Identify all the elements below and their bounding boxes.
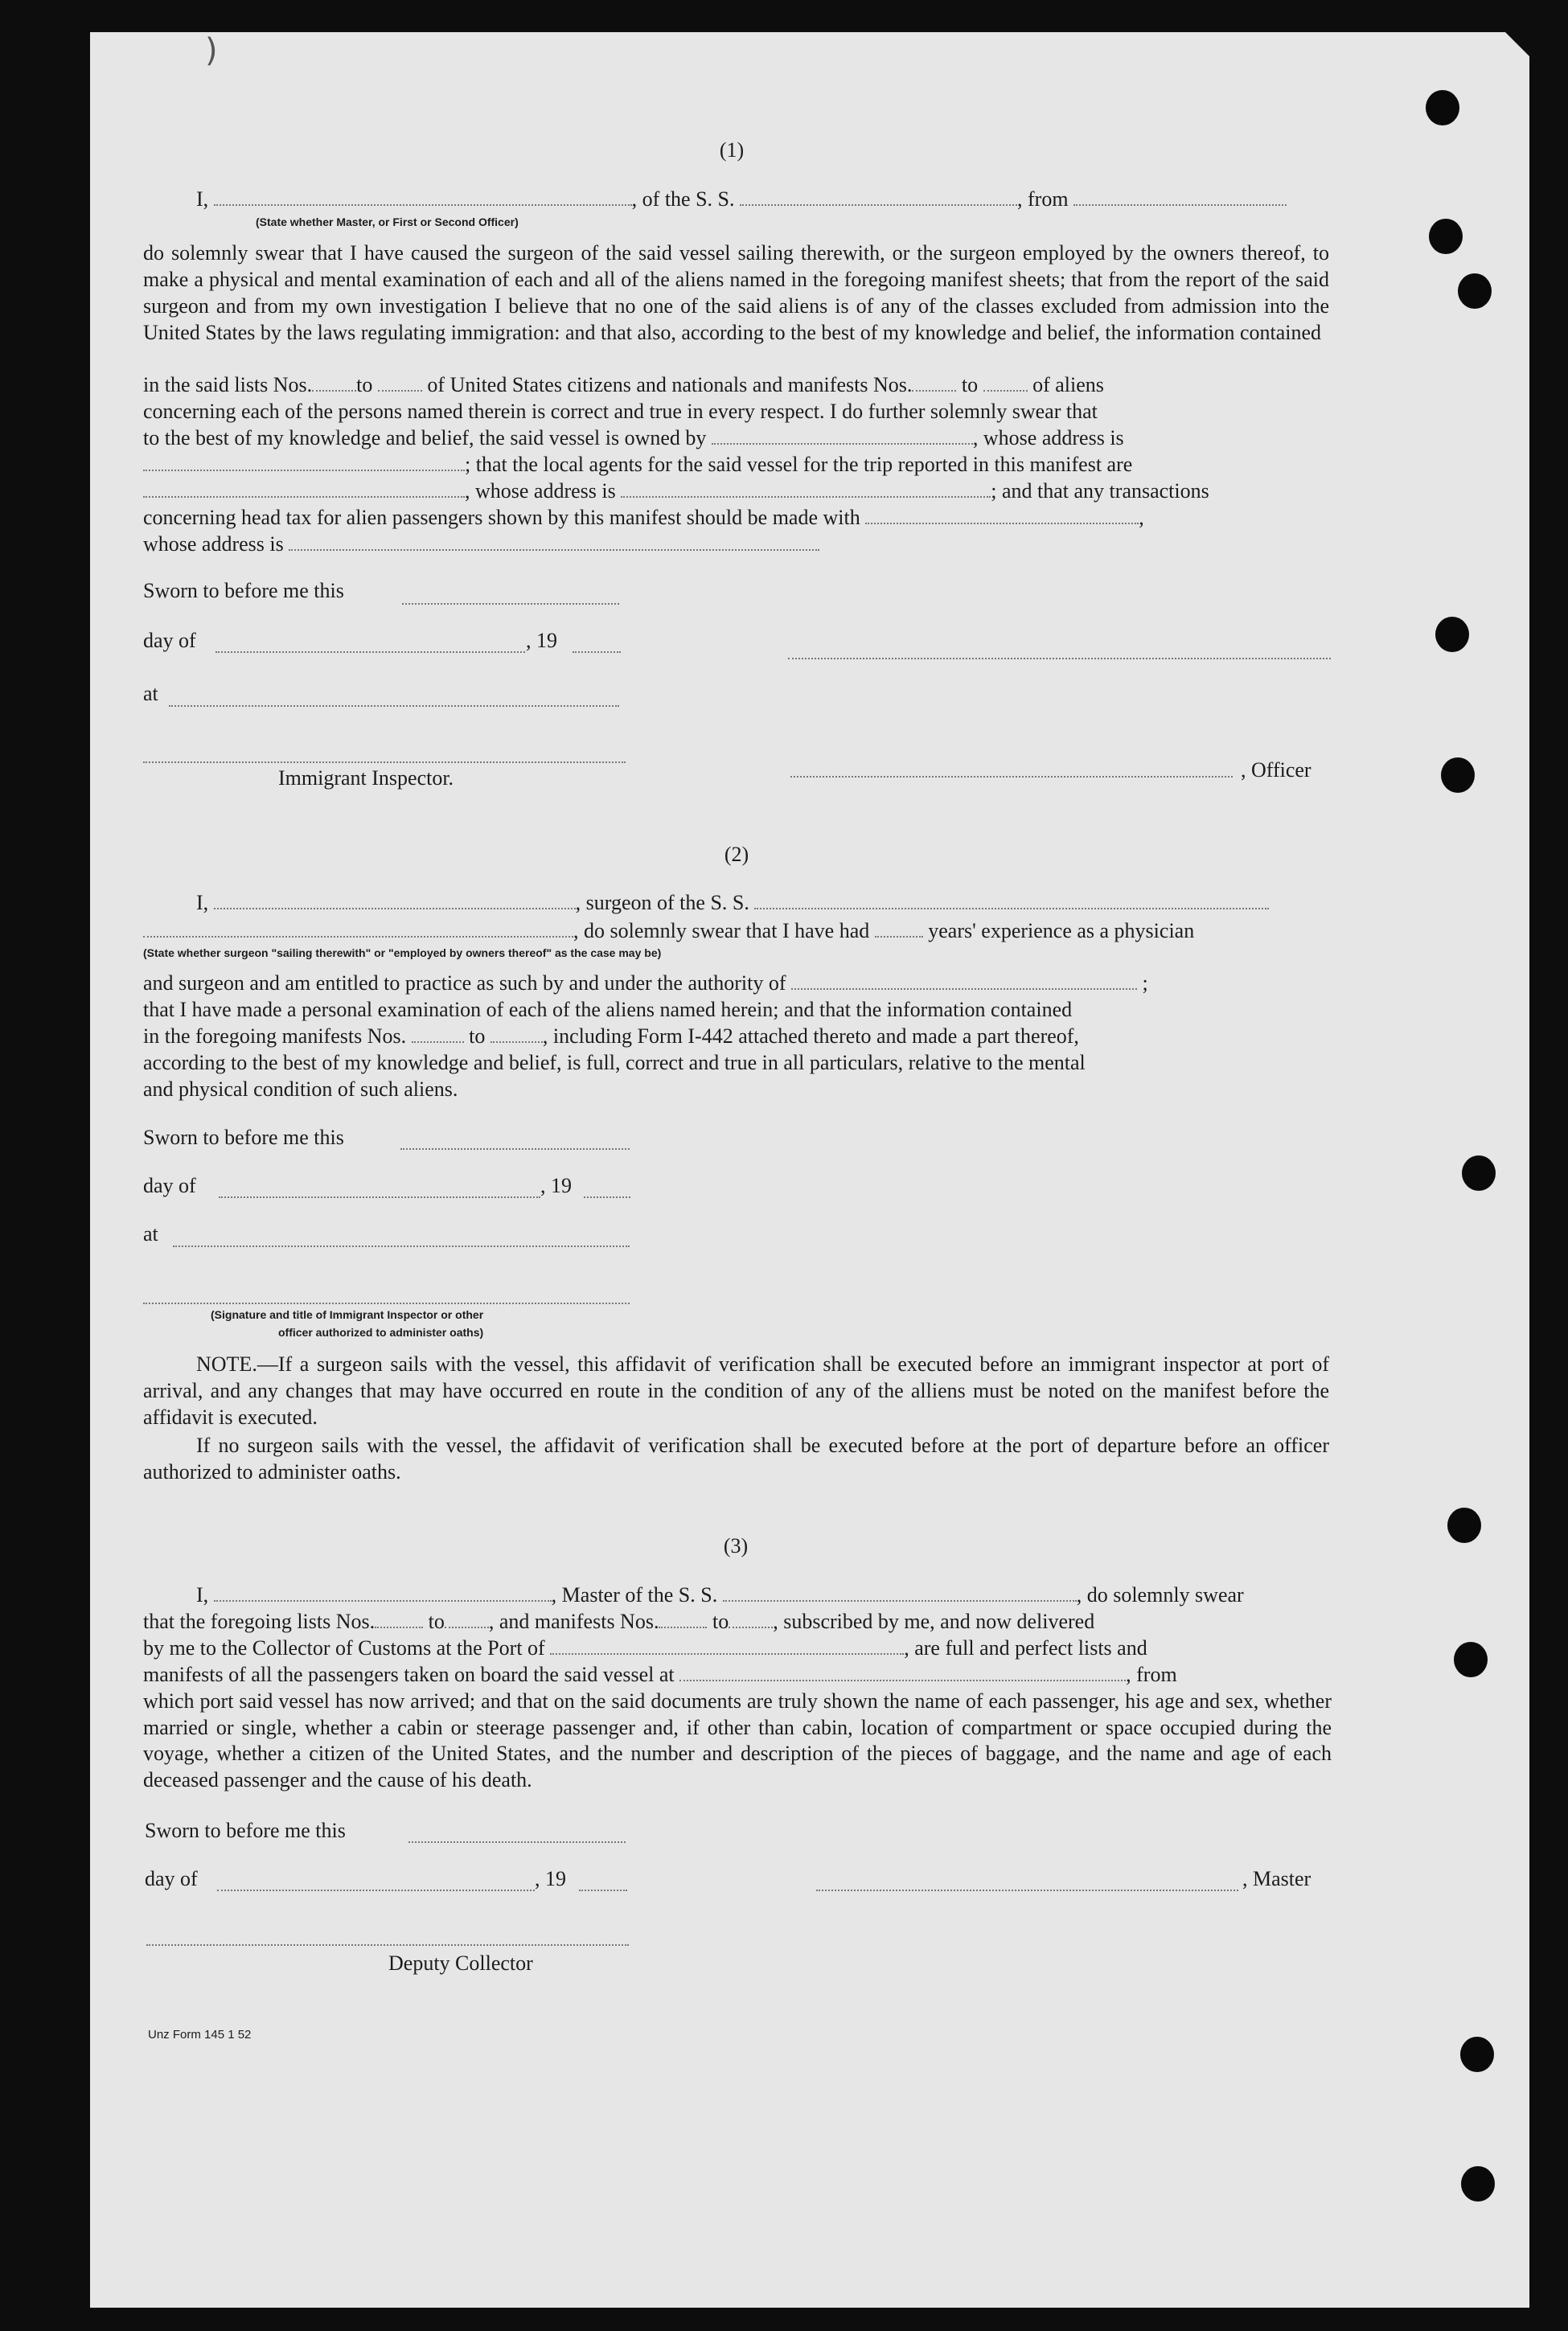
pen-mark: ) bbox=[205, 32, 218, 69]
collector-port-field[interactable] bbox=[550, 1635, 904, 1655]
authority-field[interactable] bbox=[791, 971, 1137, 990]
from-port-field[interactable] bbox=[1073, 187, 1287, 206]
section-2-line-1: I, , surgeon of the S. S. bbox=[196, 890, 1269, 916]
section-3-line-3: by me to the Collector of Customs at the Port of , are full and perfect lists and bbox=[143, 1636, 1147, 1660]
punch-hole bbox=[1461, 2166, 1495, 2202]
section-1-lists-line: in the said lists Nos. to of United States citizens and nationals and manifests Nos. to of aliens bbox=[143, 373, 1104, 396]
owner-field[interactable] bbox=[712, 425, 973, 445]
officer-rank-field[interactable] bbox=[214, 187, 632, 206]
owner-address-field[interactable] bbox=[143, 452, 465, 471]
surgeon-ship-field[interactable] bbox=[754, 890, 1269, 909]
section-2-sworn-field[interactable] bbox=[400, 1148, 630, 1150]
section-1-headtax-line: concerning head tax for alien passengers shown by this manifest should be made with , bbox=[143, 506, 1144, 529]
ship-name-field[interactable] bbox=[740, 187, 1017, 206]
section-1-officer-signature-line[interactable] bbox=[790, 776, 1233, 778]
punch-hole bbox=[1441, 757, 1475, 793]
section-3-line-4: manifests of all the passengers taken on board the said vessel at , from bbox=[143, 1663, 1177, 1686]
section-2-line-6: according to the best of my knowledge and belief, is full, correct and true in all particulars, relative to the mental bbox=[143, 1051, 1086, 1074]
master-ship-field[interactable] bbox=[723, 1582, 1077, 1602]
section-1-heading: (1) bbox=[719, 138, 745, 162]
section-1-inspector-label: Immigrant Inspector. bbox=[278, 766, 454, 790]
surgeon-name-field[interactable] bbox=[214, 890, 576, 909]
section-2-signature-note-2: officer authorized to administer oaths) bbox=[278, 1326, 484, 1339]
section-2-line-2: , do solemnly swear that I have had years' experience as a physician bbox=[143, 918, 1194, 944]
lists-to-field[interactable] bbox=[378, 372, 422, 392]
section-1-year-label: , 19 bbox=[526, 629, 557, 652]
section-3-master-signature-line[interactable] bbox=[816, 1890, 1238, 1891]
section-1-whose-address-line: whose address is bbox=[143, 531, 819, 557]
lists-from-field[interactable] bbox=[312, 372, 356, 392]
section-3-collector-label: Deputy Collector bbox=[388, 1951, 533, 1975]
manifests-from-field[interactable] bbox=[412, 1024, 464, 1043]
section-3-sworn-label: Sworn to before me this bbox=[145, 1819, 346, 1842]
boarding-port-field[interactable] bbox=[679, 1662, 1126, 1681]
section-2-note-paragraph: NOTE.—If a surgeon sails with the vessel, this affidavit of verification shall be executed before an immigrant inspector at port of arrival, and any changes that may have occurred en route in the condition of any of the alliens must be noted on the manifest before the affidavit is executed. bbox=[143, 1352, 1329, 1429]
section-2-at-label: at bbox=[143, 1222, 158, 1246]
section-1-at-label: at bbox=[143, 682, 158, 705]
agents-address-field[interactable] bbox=[621, 478, 991, 498]
punch-hole bbox=[1429, 219, 1463, 254]
punch-hole bbox=[1447, 1508, 1481, 1543]
headtax-address-field[interactable] bbox=[289, 531, 819, 551]
punch-hole bbox=[1435, 617, 1469, 652]
years-experience-field[interactable] bbox=[875, 918, 923, 938]
surgeon-status-field[interactable] bbox=[143, 918, 573, 938]
agents-field[interactable] bbox=[143, 478, 465, 498]
manifests-to-field[interactable] bbox=[491, 1024, 543, 1043]
section-3-sworn-field[interactable] bbox=[408, 1841, 626, 1843]
section-2-year-field[interactable] bbox=[584, 1196, 630, 1198]
section-2-line-3: and surgeon and am entitled to practice as such by and under the authority of ; bbox=[143, 971, 1148, 995]
section-3-year-field[interactable] bbox=[579, 1890, 627, 1891]
section-3-oath-paragraph: which port said vessel has now arrived; and that on the said documents are truly shown the name of each passenger, his age and sex, whether married or single, whether a cabin or steerage passenger and, if other than cabin, location of compartment or space occupied during the voyage, whether a citizen of the United States, and the number and description of the pieces of baggage, and the name and age of each deceased passenger and the cause of his death. bbox=[143, 1689, 1332, 1791]
form-number: Unz Form 145 1 52 bbox=[148, 2028, 252, 2042]
lists-from-field[interactable] bbox=[375, 1609, 423, 1628]
section-1-inspector-signature-line[interactable] bbox=[143, 761, 626, 763]
punch-hole bbox=[1460, 2037, 1494, 2072]
section-2-signature-line[interactable] bbox=[143, 1303, 630, 1304]
section-2-note-paragraph-2: If no surgeon sails with the vessel, the affidavit of verification shall be executed before at the port of departure before an officer authorized to administer oaths. bbox=[143, 1434, 1329, 1484]
section-1-officer-signature-top[interactable] bbox=[788, 658, 1331, 659]
section-3-day-label: day of bbox=[145, 1867, 198, 1890]
section-2-year-label: , 19 bbox=[540, 1174, 572, 1197]
section-3-master-label: , Master bbox=[1242, 1867, 1311, 1890]
manifests-to-field[interactable] bbox=[729, 1609, 773, 1628]
officer-rank-note: (State whether Master, or First or Second Officer) bbox=[256, 215, 519, 228]
section-1-oath-paragraph: do solemnly swear that I have caused the surgeon of the said vessel sailing therewith, or the surgeon employed by the owners thereof, to make a physical and mental examination of each and all of the aliens named in the foregoing manifest sheets; that from the report of the said surgeon and from my own investigation I believe that no one of the said aliens is of any of the classes excluded from admission into the United States by the laws regulating immigration: and that also, according to the best of my knowledge and belief, the information contained bbox=[143, 241, 1329, 344]
lists-to-field[interactable] bbox=[445, 1609, 489, 1628]
section-1-day-label: day of bbox=[143, 629, 196, 652]
section-1-day-field[interactable] bbox=[215, 651, 525, 653]
section-2-heading: (2) bbox=[724, 843, 749, 866]
punch-hole bbox=[1458, 273, 1492, 309]
punch-hole bbox=[1426, 90, 1459, 125]
section-2-day-field[interactable] bbox=[219, 1196, 540, 1198]
folded-corner bbox=[1505, 32, 1529, 56]
section-1-at-field[interactable] bbox=[169, 705, 619, 707]
section-3-year-label: , 19 bbox=[535, 1867, 566, 1890]
headtax-contact-field[interactable] bbox=[865, 505, 1139, 524]
section-1-officer-label: , Officer bbox=[1241, 758, 1311, 782]
section-1-sworn-field[interactable] bbox=[402, 603, 619, 605]
section-1-line-1: I, , of the S. S. , from bbox=[196, 187, 1287, 212]
section-1-owned-line: to the best of my knowledge and belief, the said vessel is owned by , whose address is bbox=[143, 426, 1124, 449]
manifests-to-field[interactable] bbox=[983, 372, 1028, 392]
master-name-field[interactable] bbox=[214, 1582, 552, 1602]
section-2-signature-note-1: (Signature and title of Immigrant Inspector or other bbox=[211, 1308, 484, 1321]
manifests-from-field[interactable] bbox=[912, 372, 956, 392]
section-1-concerning-line: concerning each of the persons named therein is correct and true in every respect. I do further solemnly swear that bbox=[143, 400, 1098, 423]
section-2-line-5: in the foregoing manifests Nos. to , including Form I-442 attached thereto and made a part thereof, bbox=[143, 1024, 1079, 1048]
section-3-day-field[interactable] bbox=[217, 1890, 535, 1891]
section-2-at-field[interactable] bbox=[173, 1246, 630, 1247]
section-1-sworn-label: Sworn to before me this bbox=[143, 579, 344, 602]
manifests-from-field[interactable] bbox=[659, 1609, 707, 1628]
section-2-day-label: day of bbox=[143, 1174, 196, 1197]
section-1-agents-line: ; that the local agents for the said vessel for the trip reported in this manifest are bbox=[143, 452, 1132, 478]
punch-hole bbox=[1454, 1642, 1488, 1677]
section-3-heading: (3) bbox=[723, 1534, 749, 1557]
section-2-sworn-label: Sworn to before me this bbox=[143, 1126, 344, 1149]
punch-hole bbox=[1462, 1155, 1496, 1191]
section-2-line-7: and physical condition of such aliens. bbox=[143, 1077, 458, 1101]
section-1-agents-address-line: , whose address is ; and that any transactions bbox=[143, 478, 1209, 504]
section-1-year-field[interactable] bbox=[573, 651, 621, 653]
surgeon-status-note: (State whether surgeon "sailing therewith" or "employed by owners thereof" as the case may be) bbox=[143, 946, 662, 959]
section-3-line-2: that the foregoing lists Nos. to , and manifests Nos. to , subscribed by me, and now delivered bbox=[143, 1610, 1095, 1633]
section-2-line-4: that I have made a personal examination of each of the aliens named herein; and that the information contained bbox=[143, 998, 1073, 1021]
section-3-line-1: I, , Master of the S. S. , do solemnly swear bbox=[196, 1583, 1244, 1607]
section-3-collector-signature-line[interactable] bbox=[146, 1944, 629, 1946]
